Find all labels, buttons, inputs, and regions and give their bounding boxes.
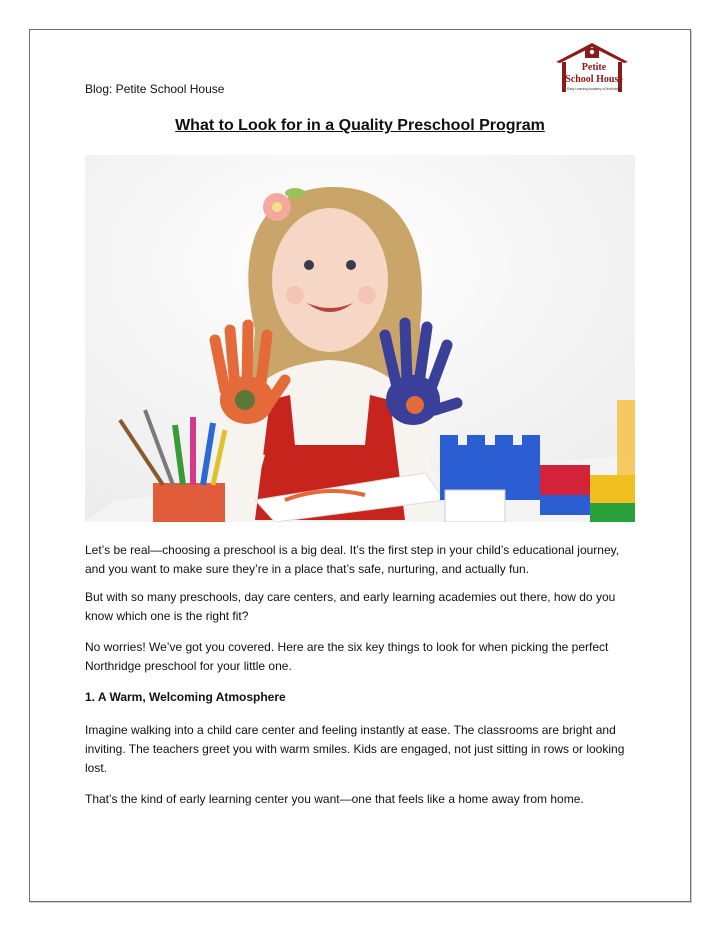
paragraph-2: But with so many preschools, day care centers, and early learning academies out there, how do you know which one is the right fit? [85,590,616,623]
paragraph-3: No worries! We’ve got you covered. Here are the six key things to look for when picking the perfect Northridge preschool for your little one. [85,640,609,673]
blog-label: Blog: Petite School House [85,82,225,96]
hero-image [85,155,635,522]
logo-line1: Petite [581,62,607,73]
school-logo [552,40,632,98]
logo-line2: School House [565,74,623,85]
section1-paragraph-2: That’s the kind of early learning center you want—one that feels like a home away from home. [85,792,584,806]
section-heading-1: 1. A Warm, Welcoming Atmosphere [85,690,286,704]
paragraph-1: Let’s be real—choosing a preschool is a big deal. It’s the first step in your child’s educational journey, and you want to make sure they’re in a place that’s safe, nurturing, and actually fun. [85,543,620,576]
logo-tagline: Early Learning Academy of Northridge [567,87,621,91]
section1-paragraph-1: Imagine walking into a child care center and feeling instantly at ease. The classrooms are bright and inviting. The teachers greet you with warm smiles. Kids are engaged, not just sitting in rows or looking lost. [85,723,625,775]
article-title: What to Look for in a Quality Preschool Program [175,117,545,134]
